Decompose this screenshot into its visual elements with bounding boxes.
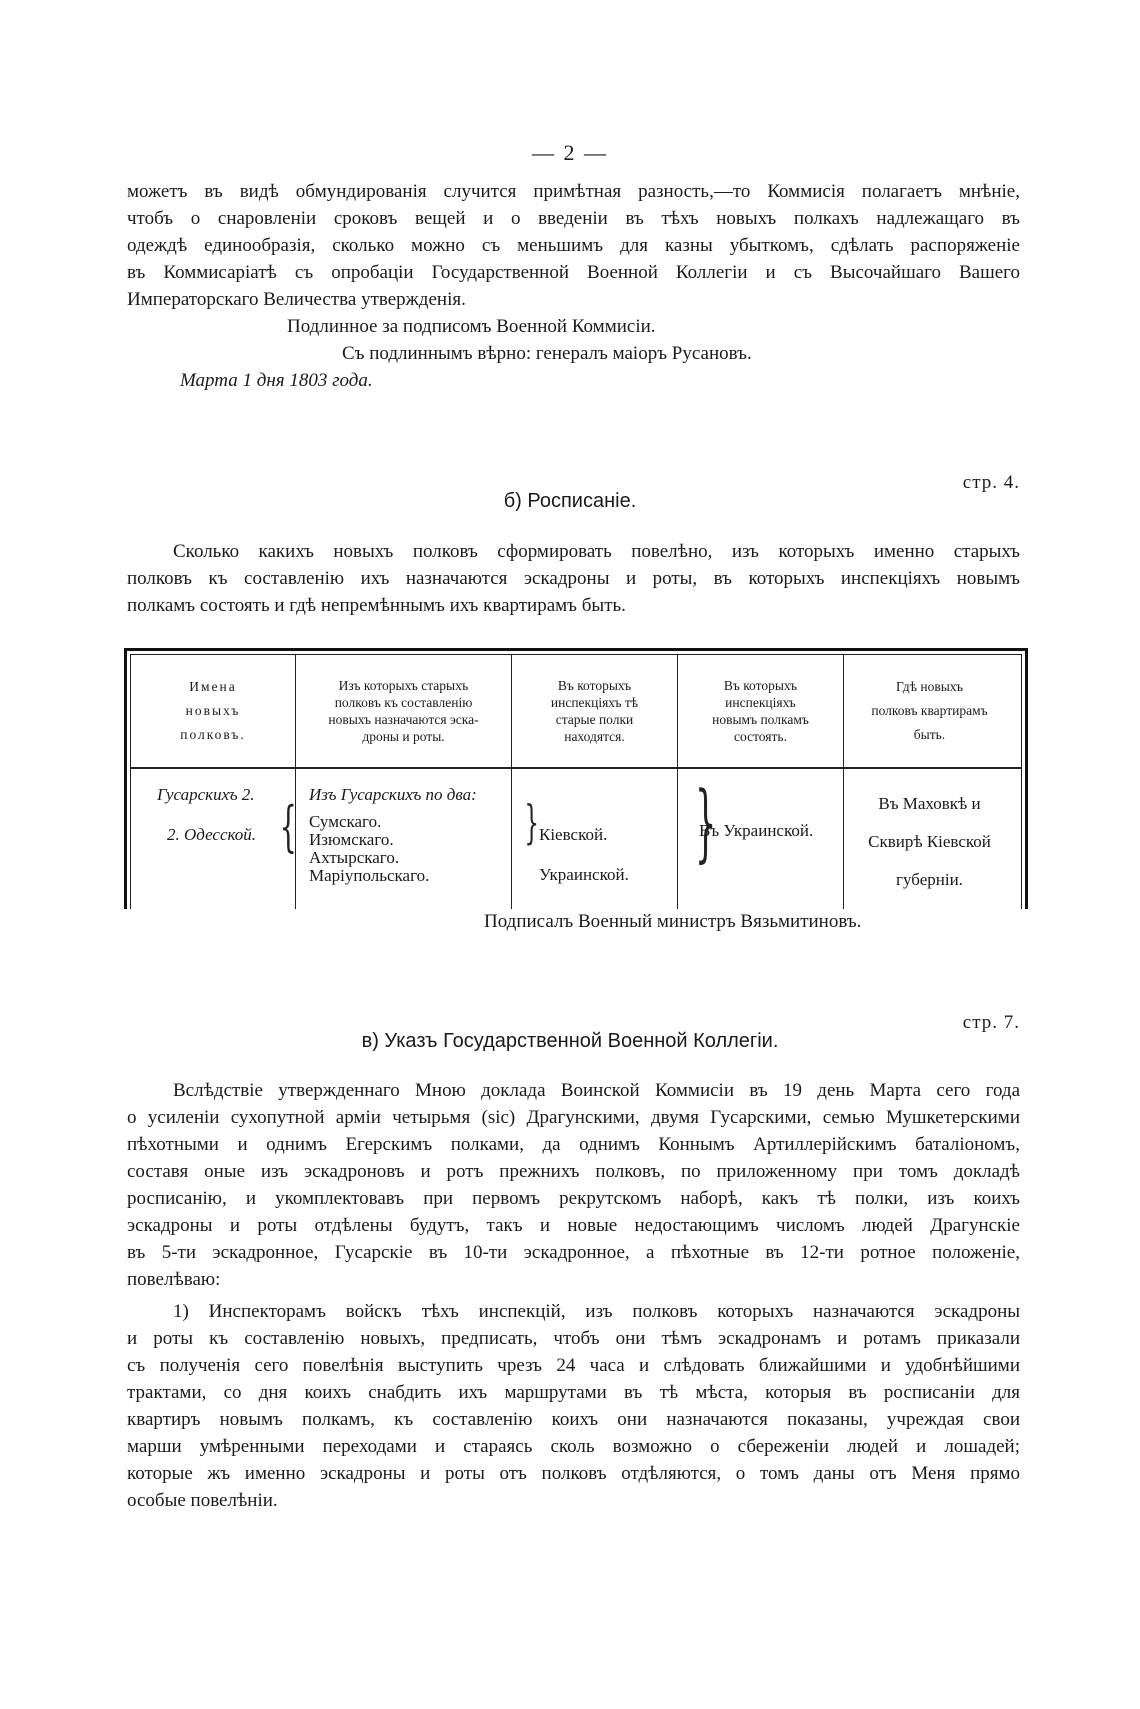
header-line: инспекціяхъ — [725, 695, 796, 710]
signature-original: Подлинное за подписомъ Военной Коммисіи. — [287, 316, 656, 337]
table-header-row — [131, 655, 1021, 769]
text-line: полковъ къ составленію ихъ назначаются эскадроны и роты, въ которыхъ инспекціяхъ новымъ — [127, 568, 1020, 589]
text-line: трактами, со дня коихъ снабдить ихъ маршрутами въ тѣ мѣста, которыя въ росписаніи для — [127, 1382, 1020, 1403]
text-line: особые повелѣніи. — [127, 1490, 278, 1511]
old-regiment: Сумскаго. — [309, 812, 382, 831]
text-line: квартиръ новымъ полкамъ, къ составленію коихъ они назначаются показаны, учреждая свои — [127, 1409, 1020, 1430]
column-header-new-regiments — [131, 655, 295, 767]
header-line: новыхъ — [185, 703, 241, 718]
text-line: эскадроны и роты отдѣлены будутъ, такъ и новые недостающимъ числомъ людей Драгунскіе — [127, 1215, 1020, 1236]
text-line: составя оные изъ эскадроновъ и ротъ прежнихъ полковъ, по приложенному при томъ докладѣ — [127, 1161, 1020, 1182]
page-reference: стр. 7. — [962, 1012, 1020, 1033]
new-inspection: Въ Украинской. — [699, 821, 814, 840]
old-regiment: Ахтырскаго. — [309, 848, 400, 867]
right-brace-icon: } — [695, 773, 717, 871]
header-line: полковъ. — [180, 727, 246, 742]
header-line: полковъ къ составленію — [334, 695, 473, 710]
text-line: о усиленіи сухопутной арміи четырьмя (sic) Драгунскими, двумя Гусарскими, семью Мушкетерскими — [127, 1107, 1020, 1128]
column-header-old-inspections — [512, 655, 677, 767]
header-line: быть. — [913, 727, 946, 742]
quarters — [844, 785, 1015, 899]
column-header-old-regiments — [296, 655, 511, 767]
section-heading: в) Указъ Государственной Военной Коллегіи. — [361, 1030, 779, 1052]
section-a-paragraph — [127, 178, 1020, 313]
section-c-paragraph-1 — [127, 1077, 1020, 1293]
table-signature: Подписалъ Военный министръ Вязьмитиновъ. — [484, 911, 862, 932]
header-line: старые полки — [555, 712, 634, 727]
header-line: новыхъ назначаются эска- — [328, 712, 479, 727]
text-line: съ полученія сего повелѣнія выступить чрезъ 24 часа и слѣдовать ближайшими и удобнѣйшими — [127, 1355, 1020, 1376]
document-date: Марта 1 дня 1803 года. — [180, 370, 373, 391]
text-line: Вслѣдствіе утвержденнаго Мною доклада Воинской Коммисіи въ 19 день Марта сего года — [173, 1080, 1020, 1101]
header-line: находятся. — [564, 729, 625, 744]
header-line: Изъ которыхъ старыхъ — [338, 678, 469, 693]
page-reference: стр. 4. — [962, 472, 1020, 493]
quarters-line: Въ Маховкѣ и — [878, 794, 981, 813]
old-regiment: Маріупольскаго. — [309, 866, 430, 885]
column-header-new-inspections — [678, 655, 843, 767]
quarters-line: губерніи. — [896, 870, 963, 889]
section-c-paragraph-2 — [127, 1298, 1020, 1514]
header-line: состоять. — [734, 729, 787, 744]
left-brace-icon: { — [279, 795, 297, 858]
text-line: въ Коммисаріатѣ съ опробаціи Государственной Военной Коллегіи и съ Высочайшаго Вашего — [127, 262, 1020, 283]
old-regiment: Изюмскаго. — [309, 830, 394, 849]
new-regiments-label: Гусарскихъ 2. — [157, 785, 255, 804]
header-line: инспекціяхъ тѣ — [550, 695, 639, 710]
text-line: можетъ въ видѣ обмундированія случится примѣтная разность,—то Коммисія полагаетъ мнѣніе, — [127, 181, 1020, 202]
text-line: росписанію, и укомплектовавъ при первомъ рекрутскомъ наборѣ, какъ тѣ полки, изъ коихъ — [127, 1188, 1020, 1209]
section-b-paragraph — [127, 538, 1020, 619]
section-heading: б) Росписаніе. — [503, 490, 637, 512]
text-line: Императорскаго Величества утвержденія. — [127, 289, 466, 310]
old-inspection: Украинской. — [539, 865, 629, 884]
old-regiments-label: Изъ Гусарскихъ по два: — [309, 785, 477, 804]
text-line: повелѣваю: — [127, 1269, 221, 1290]
signature-verified: Съ подлиннымъ вѣрно: генералъ маіоръ Русановъ. — [342, 343, 752, 364]
header-line: Въ которыхъ — [723, 678, 798, 693]
text-line: Сколько какихъ новыхъ полковъ сформировать повелѣно, изъ которыхъ именно старыхъ — [173, 541, 1020, 562]
text-line: въ 5-ти эскадронное, Гусарскіе въ 10-ти эскадронное, а пѣхотные въ 12-ти ротное положеніе, — [127, 1242, 1020, 1263]
right-brace-icon: } — [524, 795, 539, 849]
text-line: полкамъ состоять и гдѣ непремѣннымъ ихъ квартирамъ быть. — [127, 595, 626, 616]
text-line: марши умѣренными переходами и стараясь сколь возможно о сбереженіи людей и лошадей; — [127, 1436, 1020, 1457]
header-line: новымъ полкамъ — [712, 712, 809, 727]
quarters-line: Сквирѣ Кіевской — [868, 832, 991, 851]
text-line: чтобъ о снаровленіи сроковъ вещей и о введеніи въ тѣхъ новыхъ полкахъ надлежащаго въ — [127, 208, 1020, 229]
text-line: одеждѣ единообразія, сколько можно съ меньшимъ для казны убыткомъ, сдѣлать распоряженіе — [127, 235, 1020, 256]
text-line: которые жъ именно эскадроны и роты отъ полковъ отдѣляются, о томъ даны отъ Меня прямо — [127, 1463, 1020, 1484]
header-line: полковъ квартирамъ — [871, 703, 988, 718]
old-regiment-list — [309, 813, 429, 885]
text-line: 1) Инспекторамъ войскъ тѣхъ инспекцій, изъ полковъ которыхъ назначаются эскадроны — [173, 1301, 1020, 1322]
new-regiment-name: 2. Одесской. — [167, 825, 257, 844]
page-number: — 2 — — [532, 140, 608, 165]
header-line: Имена — [189, 679, 237, 694]
old-inspection: Кіевской. — [539, 825, 608, 844]
header-line: Гдѣ новыхъ — [895, 679, 963, 694]
text-line: пѣхотными и однимъ Егерскимъ полками, да однимъ Коннымъ Артиллерійскимъ баталіономъ, — [127, 1134, 1020, 1155]
regiments-table — [124, 648, 1028, 909]
text-line: и роты къ составленію новыхъ, предписать, чтобъ они тѣмъ эскадронамъ и ротамъ приказали — [127, 1328, 1020, 1349]
header-line: дроны и роты. — [362, 729, 445, 744]
column-header-quarters — [844, 655, 1015, 767]
header-line: Въ которыхъ — [557, 678, 632, 693]
